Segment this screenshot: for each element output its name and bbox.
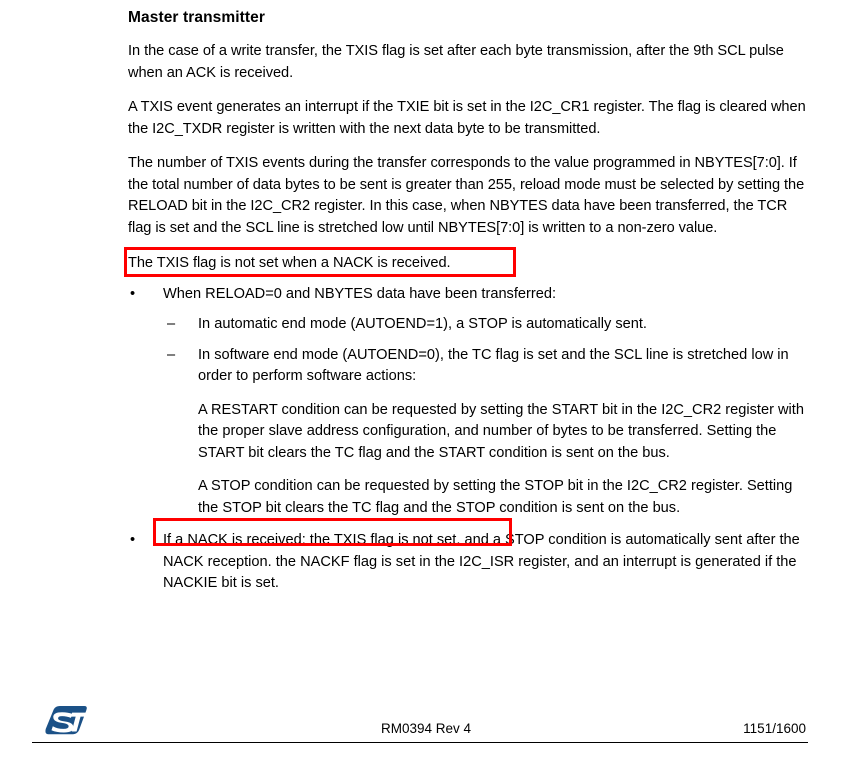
paragraph-3: The number of TXIS events during the transfer corresponds to the value programmed in NBYTES[7:0]. If the total number of data bytes to be sent is greater than 255, reload mode must be selected by setting the RELOAD bit in the I2C_CR2 register. In this case, when NBYTES data have been transferred, the TCR flag is set and the SCL line is stretched low until NBYTES[7:0] is written to a non-zero value.	[128, 155, 805, 236]
sub-paragraph-restart: A RESTART condition can be requested by setting the START bit in the I2C_CR2 register with the proper slave address configuration, and number of bytes to be transferred. Setting the START bit clears the TC flag and the START condition is sent on the bus.	[198, 401, 804, 461]
list-item-label: and a STOP condition is automatically sent after the NACK reception. the NACKF flag is set in the I2C_ISR register, and an interrupt is generated if the NACKIE bit is set.	[163, 532, 800, 591]
page-title: Master transmitter	[128, 9, 266, 26]
dash-marker: –	[167, 346, 176, 363]
paragraph-1: In the case of a write transfer, the TXIS flag is set after each byte transmission, after the 9th SCL pulse when an ACK is received.	[128, 43, 784, 81]
list-item-label: In automatic end mode (AUTOEND=1), a STOP is automatically sent.	[198, 316, 647, 332]
sub-bullet-list	[163, 314, 808, 519]
list-item	[128, 530, 808, 595]
paragraph-2: A TXIS event generates an interrupt if the TXIE bit is set in the I2C_CR1 register. The flag is cleared when the I2C_TXDR register is written with the next data byte to be transmitted.	[128, 99, 806, 137]
dash-marker: –	[167, 316, 176, 332]
sub-paragraph-stop: A STOP condition can be requested by setting the STOP bit in the I2C_CR2 register. Setting the STOP bit clears the TC flag and the STOP condition is sent on the bus.	[198, 478, 793, 516]
list-item	[163, 345, 808, 520]
list-item-label: When RELOAD=0 and NBYTES data have been transferred:	[163, 285, 557, 302]
bullet-marker: •	[130, 285, 136, 302]
document-content	[128, 0, 808, 595]
highlighted-sentence: The TXIS flag is not set when a NACK is received.	[128, 255, 451, 271]
footer-page-number: 1151/1600	[743, 721, 806, 736]
list-item-label: In software end mode (AUTOEND=0), the TC flag is set and the SCL line is stretched low in order to perform software actions:	[198, 346, 789, 384]
list-item-highlighted-part: If a NACK is received: the TXIS flag is not set,	[163, 532, 461, 548]
bullet-list	[128, 284, 808, 595]
list-item	[163, 314, 808, 336]
bullet-marker: •	[130, 532, 136, 548]
page-footer	[0, 700, 852, 760]
footer-document-id: RM0394 Rev 4	[380, 721, 472, 736]
list-item	[128, 284, 808, 520]
footer-divider	[32, 742, 808, 743]
